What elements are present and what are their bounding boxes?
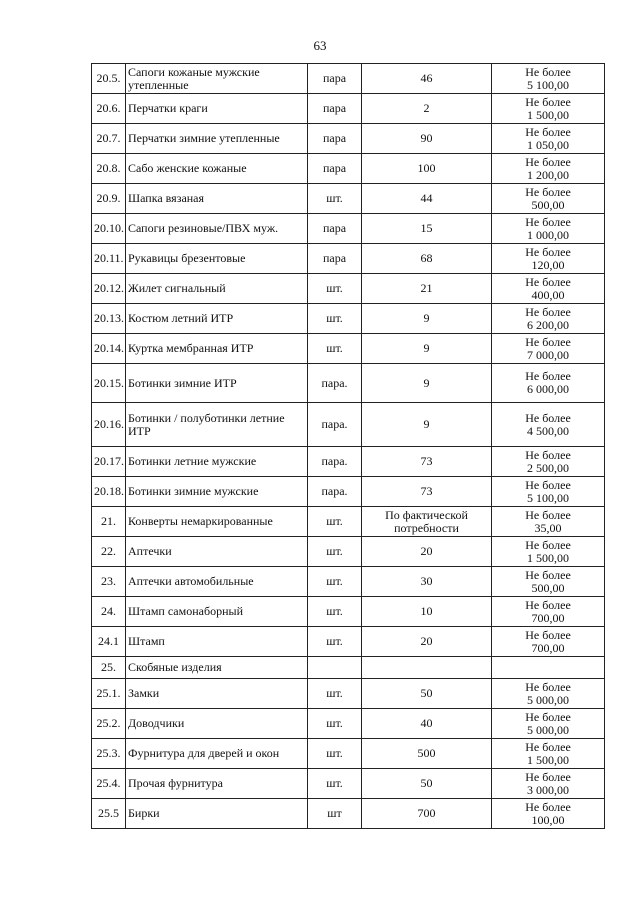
item-name: Сапоги резиновые/ПВХ муж.	[126, 214, 308, 244]
quantity-cell: 30	[362, 567, 492, 597]
table-row	[92, 447, 605, 477]
unit-cell	[308, 657, 362, 679]
quantity-cell	[362, 657, 492, 679]
price-value: 6 000,00	[527, 382, 569, 396]
price-cell	[492, 709, 605, 739]
row-number: 25.4.	[92, 769, 126, 799]
price-value: 35,00	[534, 520, 562, 535]
price-label: Не более	[525, 739, 571, 754]
row-number: 20.10.	[92, 214, 126, 244]
item-name: Куртка мембранная ИТР	[126, 334, 308, 364]
page-number: 63	[313, 38, 327, 53]
price-label: Не более	[525, 799, 571, 814]
table-row	[92, 679, 605, 709]
quantity-cell: 90	[362, 124, 492, 154]
table-row	[92, 567, 605, 597]
price-value: 1 050,00	[527, 137, 569, 152]
table-row	[92, 627, 605, 657]
price-cell	[492, 274, 605, 304]
price-value: 1 500,00	[527, 107, 569, 122]
price-value: 500,00	[531, 197, 565, 212]
price-value: 5 100,00	[527, 490, 569, 505]
quantity-cell: 20	[362, 627, 492, 657]
row-number: 24.1	[92, 627, 126, 657]
price-label: Не более	[525, 274, 571, 289]
unit-cell: шт.	[308, 304, 362, 334]
price-label: Не более	[525, 124, 571, 139]
quantity-cell: 21	[362, 274, 492, 304]
item-name: Конверты немаркированные	[126, 507, 308, 537]
price-label: Не более	[525, 369, 571, 383]
quantity-cell: 9	[362, 304, 492, 334]
item-name: Скобяные изделия	[126, 657, 308, 679]
price-cell	[492, 304, 605, 334]
price-cell	[492, 334, 605, 364]
price-value: 3 000,00	[527, 782, 569, 797]
price-label: Не более	[525, 64, 571, 79]
price-label: Не более	[525, 214, 571, 229]
quantity-cell: По фактической потребности	[362, 507, 492, 537]
row-number: 20.6.	[92, 94, 126, 124]
row-number: 24.	[92, 597, 126, 627]
row-number: 25.	[92, 657, 126, 679]
price-label: Не более	[525, 679, 571, 694]
item-name: Ботинки зимние ИТР	[126, 364, 308, 403]
price-value: 120,00	[531, 257, 565, 272]
unit-cell: шт.	[308, 597, 362, 627]
item-name: Доводчики	[126, 709, 308, 739]
price-cell	[492, 567, 605, 597]
price-cell	[492, 124, 605, 154]
item-name: Шапка вязаная	[126, 184, 308, 214]
item-name: Штамп самонаборный	[126, 597, 308, 627]
unit-cell: пара	[308, 214, 362, 244]
price-label: Не более	[525, 334, 571, 349]
quantity-cell: 2	[362, 94, 492, 124]
quantity-cell: 73	[362, 477, 492, 507]
quantity-cell: 9	[362, 364, 492, 403]
unit-cell: шт	[308, 799, 362, 829]
price-cell	[492, 477, 605, 507]
item-name: Аптечки автомобильные	[126, 567, 308, 597]
row-number: 20.17.	[92, 447, 126, 477]
unit-cell: пара.	[308, 477, 362, 507]
quantity-cell: 50	[362, 769, 492, 799]
price-label: Не более	[525, 184, 571, 199]
price-value: 5 000,00	[527, 722, 569, 737]
table-row	[92, 64, 605, 94]
item-name: Фурнитура для дверей и окон	[126, 739, 308, 769]
row-number: 20.13.	[92, 304, 126, 334]
price-cell	[492, 184, 605, 214]
price-cell	[492, 537, 605, 567]
item-name: Сапоги кожаные мужские утепленные	[126, 64, 308, 94]
table-row	[92, 244, 605, 274]
price-value: 1 200,00	[527, 167, 569, 182]
row-number: 25.1.	[92, 679, 126, 709]
table-row	[92, 537, 605, 567]
row-number: 21.	[92, 507, 126, 537]
row-number: 20.9.	[92, 184, 126, 214]
price-cell	[492, 447, 605, 477]
price-label: Не более	[525, 567, 571, 582]
item-name: Прочая фурнитура	[126, 769, 308, 799]
price-value: 5 100,00	[527, 77, 569, 92]
price-label: Не более	[525, 537, 571, 552]
table-row	[92, 184, 605, 214]
quantity-cell: 9	[362, 334, 492, 364]
row-number: 20.11.	[92, 244, 126, 274]
price-label: Не более	[525, 477, 571, 492]
item-name: Перчатки краги	[126, 94, 308, 124]
unit-cell: пара.	[308, 364, 362, 403]
quantity-cell: 46	[362, 64, 492, 94]
unit-cell: шт.	[308, 507, 362, 537]
price-cell	[492, 364, 605, 403]
unit-cell: пара	[308, 94, 362, 124]
unit-cell: шт.	[308, 537, 362, 567]
item-name: Перчатки зимние утепленные	[126, 124, 308, 154]
price-cell	[492, 799, 605, 829]
table-row	[92, 364, 605, 403]
item-name: Костюм летний ИТР	[126, 304, 308, 334]
price-cell	[492, 597, 605, 627]
price-label: Не более	[525, 244, 571, 259]
row-number: 25.5	[92, 799, 126, 829]
price-value: 500,00	[531, 580, 565, 595]
price-label: Не более	[525, 304, 571, 319]
price-cell	[492, 657, 605, 679]
price-value: 5 000,00	[527, 692, 569, 707]
table-row	[92, 304, 605, 334]
table-row	[92, 154, 605, 184]
price-cell	[492, 154, 605, 184]
price-value: 4 500,00	[527, 423, 569, 438]
price-cell	[492, 94, 605, 124]
table-row	[92, 739, 605, 769]
unit-cell: шт.	[308, 769, 362, 799]
price-label: Не более	[525, 447, 571, 462]
unit-cell: шт.	[308, 679, 362, 709]
row-number: 20.14.	[92, 334, 126, 364]
quantity-cell: 9	[362, 403, 492, 447]
table-row	[92, 799, 605, 829]
table-row	[92, 94, 605, 124]
item-name: Ботинки летние мужские	[126, 447, 308, 477]
price-value: 2 500,00	[527, 460, 569, 475]
unit-cell: пара	[308, 124, 362, 154]
price-cell	[492, 507, 605, 537]
price-value: 700,00	[531, 640, 565, 655]
item-name: Аптечки	[126, 537, 308, 567]
quantity-cell: 73	[362, 447, 492, 477]
item-name: Ботинки зимние мужские	[126, 477, 308, 507]
table-row	[92, 214, 605, 244]
price-label: Не более	[525, 94, 571, 109]
price-cell	[492, 64, 605, 94]
quantity-cell: 700	[362, 799, 492, 829]
unit-cell: шт.	[308, 709, 362, 739]
price-value: 700,00	[531, 610, 565, 625]
table-row	[92, 274, 605, 304]
row-number: 20.15.	[92, 364, 126, 403]
quantity-cell: 40	[362, 709, 492, 739]
quantity-cell: 20	[362, 537, 492, 567]
quantity-cell: 44	[362, 184, 492, 214]
table-row	[92, 403, 605, 447]
price-label: Не более	[525, 507, 571, 522]
price-label: Не более	[525, 410, 571, 425]
price-label: Не более	[525, 769, 571, 784]
table-row	[92, 507, 605, 537]
price-value: 6 200,00	[527, 317, 569, 332]
unit-cell: пара	[308, 154, 362, 184]
item-name: Сабо женские кожаные	[126, 154, 308, 184]
price-cell	[492, 769, 605, 799]
price-cell	[492, 679, 605, 709]
unit-cell: пара.	[308, 447, 362, 477]
price-value: 1 500,00	[527, 752, 569, 767]
table-row	[92, 657, 605, 679]
item-name: Штамп	[126, 627, 308, 657]
price-value: 7 000,00	[527, 347, 569, 362]
unit-cell: шт.	[308, 334, 362, 364]
price-label: Не более	[525, 627, 571, 642]
quantity-cell: 50	[362, 679, 492, 709]
quantity-cell: 10	[362, 597, 492, 627]
row-number: 25.3.	[92, 739, 126, 769]
price-value: 400,00	[531, 287, 565, 302]
unit-cell: шт.	[308, 627, 362, 657]
row-number: 20.16.	[92, 403, 126, 447]
unit-cell: пара	[308, 64, 362, 94]
table-row	[92, 769, 605, 799]
item-name: Замки	[126, 679, 308, 709]
quantity-cell: 68	[362, 244, 492, 274]
unit-cell: шт.	[308, 567, 362, 597]
price-value: 100,00	[531, 812, 565, 827]
unit-cell: шт.	[308, 184, 362, 214]
unit-cell: пара	[308, 244, 362, 274]
price-cell	[492, 244, 605, 274]
row-number: 20.5.	[92, 64, 126, 94]
row-number: 20.8.	[92, 154, 126, 184]
table-row	[92, 597, 605, 627]
table-row	[92, 709, 605, 739]
price-cell	[492, 403, 605, 447]
item-name: Рукавицы брезентовые	[126, 244, 308, 274]
price-cell	[492, 214, 605, 244]
row-number: 20.18.	[92, 477, 126, 507]
price-cell	[492, 627, 605, 657]
item-name: Ботинки / полуботинки летние ИТР	[126, 403, 308, 447]
quantity-cell: 500	[362, 739, 492, 769]
quantity-cell: 100	[362, 154, 492, 184]
unit-cell: шт.	[308, 274, 362, 304]
item-name: Жилет сигнальный	[126, 274, 308, 304]
table-row	[92, 124, 605, 154]
price-value: 1 500,00	[527, 550, 569, 565]
items-table	[91, 63, 605, 829]
quantity-cell: 15	[362, 214, 492, 244]
table-row	[92, 477, 605, 507]
item-name: Бирки	[126, 799, 308, 829]
row-number: 20.12.	[92, 274, 126, 304]
price-label: Не более	[525, 154, 571, 169]
price-label: Не более	[525, 597, 571, 612]
row-number: 25.2.	[92, 709, 126, 739]
table-row	[92, 334, 605, 364]
row-number: 22.	[92, 537, 126, 567]
row-number: 20.7.	[92, 124, 126, 154]
price-value: 1 000,00	[527, 227, 569, 242]
unit-cell: пара.	[308, 403, 362, 447]
row-number: 23.	[92, 567, 126, 597]
unit-cell: шт.	[308, 739, 362, 769]
price-label: Не более	[525, 709, 571, 724]
price-cell	[492, 739, 605, 769]
